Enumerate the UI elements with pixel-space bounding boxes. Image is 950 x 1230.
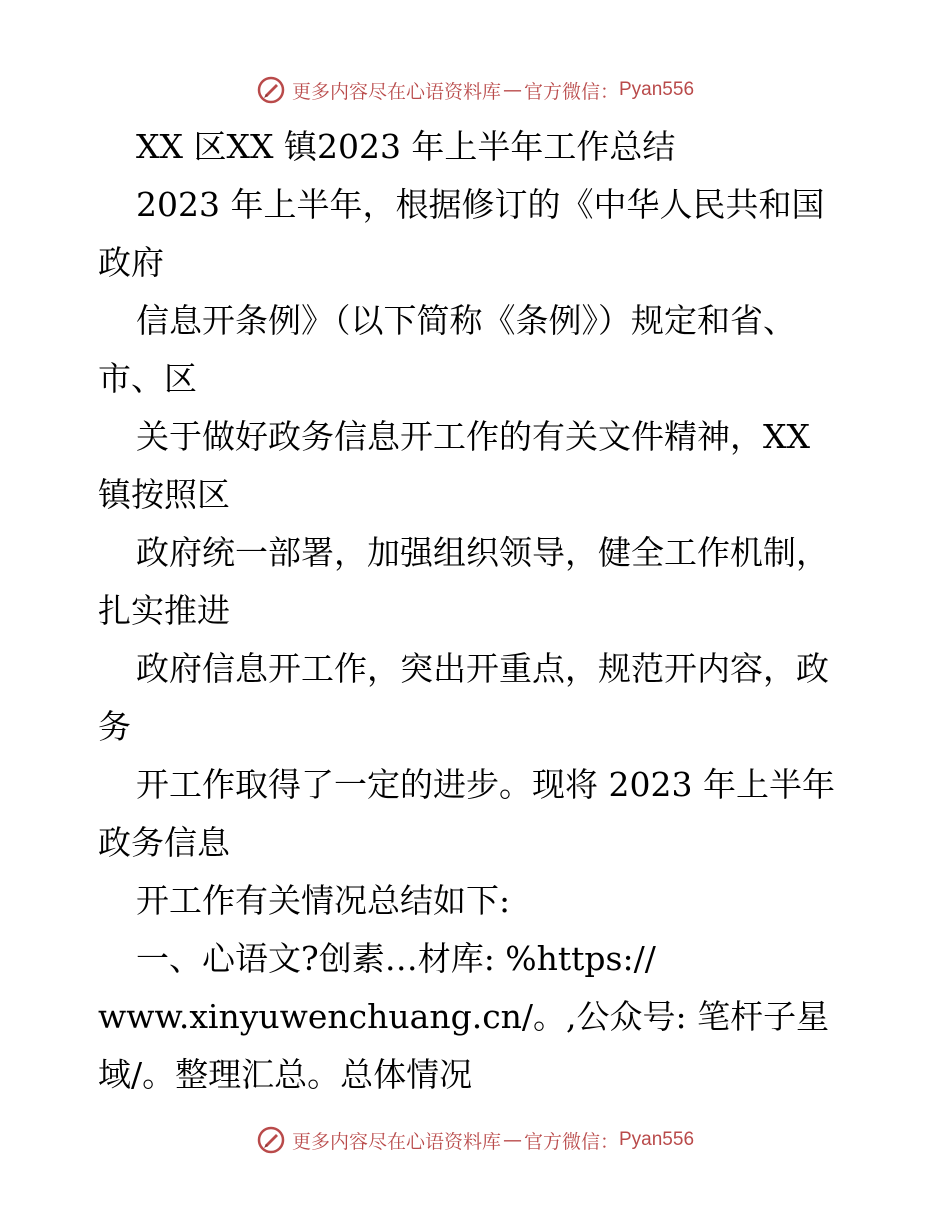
text-line: 2023 年上半年，根据修订的《中华人民共和国: [136, 185, 825, 224]
watermark-text: 更多内容尽在心语资料库: [291, 1130, 501, 1153]
watermark-separator: —: [502, 1129, 522, 1151]
quill-logo-icon: [256, 75, 286, 105]
quill-logo-icon: [256, 1125, 286, 1155]
text-line: 扎实推进: [98, 591, 230, 630]
text-line: 政府信息开工作，突出开重点，规范开内容，政: [136, 649, 829, 688]
watermark-footer: [0, 1120, 950, 1160]
text-line: XX 区XX 镇2023 年上半年工作总结: [136, 127, 676, 166]
watermark-text: 更多内容尽在心语资料库: [291, 80, 501, 103]
text-line: 市、区: [98, 359, 197, 398]
text-line: 政务信息: [98, 823, 230, 862]
text-line: 一、心语文?创素…材库: %https://: [136, 939, 656, 978]
text-line: 政府统一部署，加强组织领导，健全工作机制，: [136, 533, 829, 572]
text-line: 域/。整理汇总。总体情况: [98, 1055, 473, 1094]
watermark-suffix: 官方微信：: [523, 80, 619, 103]
watermark-suffix: 官方微信：: [523, 1130, 619, 1153]
text-line: www.xinyuwenchuang.cn/。,公众号: 笔杆子星: [98, 997, 830, 1036]
text-line: 开工作有关情况总结如下:: [136, 881, 511, 920]
text-line: 信息开条例》（以下简称《条例》）规定和省、: [136, 301, 796, 340]
watermark-header: [0, 70, 950, 110]
watermark-handle: Pyan556: [619, 79, 695, 100]
text-line: 镇按照区: [98, 475, 230, 514]
text-line: 务: [98, 707, 131, 746]
watermark-handle: Pyan556: [619, 1129, 695, 1150]
text-line: 政府: [98, 243, 164, 282]
text-line: 关于做好政务信息开工作的有关文件精神，XX: [136, 417, 810, 456]
text-line: 开工作取得了一定的进步。现将 2023 年上半年: [136, 765, 835, 804]
watermark-separator: —: [502, 79, 522, 101]
document-body: [98, 118, 868, 1104]
